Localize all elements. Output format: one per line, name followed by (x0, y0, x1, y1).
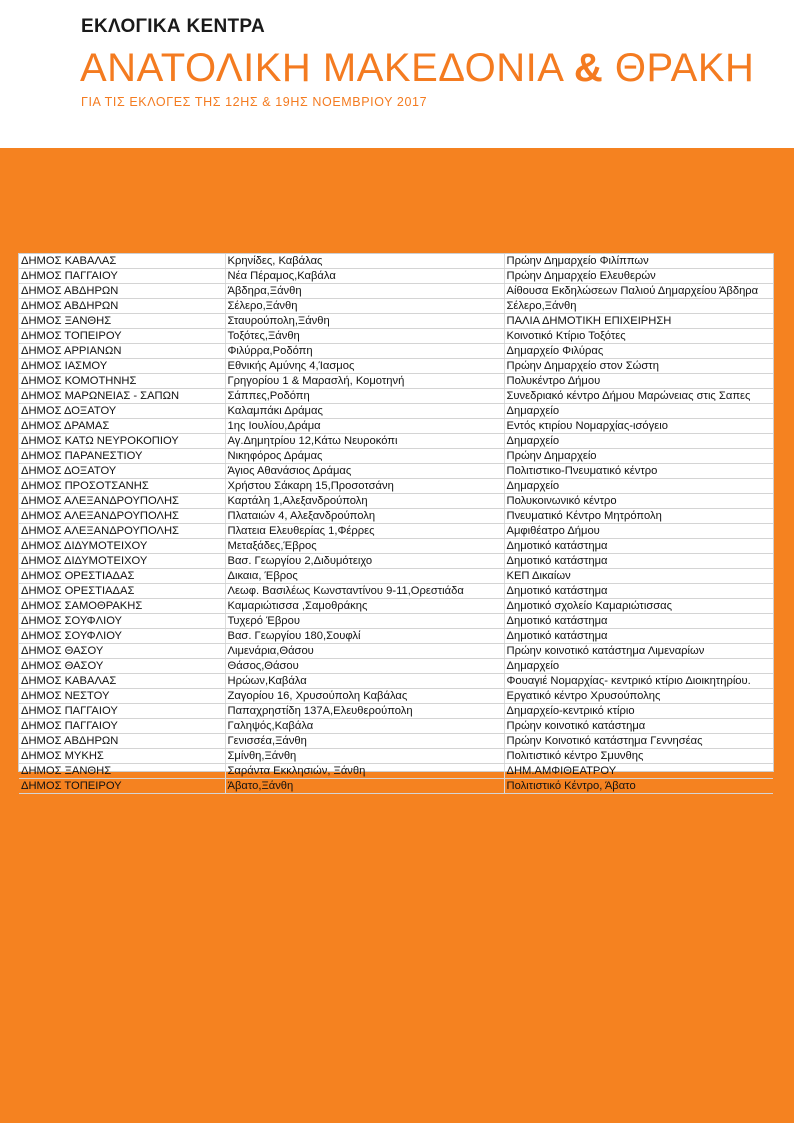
municipality-cell: ΔΗΜΟΣ ΔΙΔΥΜΟΤΕΙΧΟΥ (19, 539, 225, 554)
municipality-cell: ΔΗΜΟΣ ΚΑΒΑΛΑΣ (19, 674, 225, 689)
venue-cell: Πρώην Κοινοτικό κατάστημα Γεννησέας (504, 734, 773, 749)
municipality-cell: ΔΗΜΟΣ ΞΑΝΘΗΣ (19, 314, 225, 329)
venue-cell: Πολιτιστικό κέντρο Σμυνθης (504, 749, 773, 764)
table-row (19, 359, 773, 374)
venue-cell: Πολυκέντρο Δήμου (504, 374, 773, 389)
table-row (19, 419, 773, 434)
venue-cell: Πρώην Δημαρχείο (504, 449, 773, 464)
table-row (19, 449, 773, 464)
venue-cell: Πρώην Δημαρχείο Φιλίππων (504, 254, 773, 269)
address-cell: Νικηφόρος Δράμας (225, 449, 504, 464)
table-row (19, 644, 773, 659)
municipality-cell: ΔΗΜΟΣ ΔΟΞΑΤΟΥ (19, 464, 225, 479)
table-row (19, 674, 773, 689)
municipality-cell: ΔΗΜΟΣ ΜΑΡΩΝΕΙΑΣ - ΣΑΠΩΝ (19, 389, 225, 404)
election-centers-table (18, 253, 774, 793)
municipality-cell: ΔΗΜΟΣ ΣΟΥΦΛΙΟΥ (19, 629, 225, 644)
table-row (19, 329, 773, 344)
venue-cell: Αμφιθέατρο Δήμου (504, 524, 773, 539)
venue-cell: Δημαρχείο-κεντρικό κτίριο (504, 704, 773, 719)
table-row (19, 599, 773, 614)
venue-cell: ΠΑΛΙΑ ΔΗΜΟΤΙΚΗ ΕΠΙΧΕΙΡΗΣΗ (504, 314, 773, 329)
address-cell: Νέα Πέραμος,Καβάλα (225, 269, 504, 284)
venue-cell: Πολυκοινωνικό κέντρο (504, 494, 773, 509)
address-cell: Ηρώων,Καβάλα (225, 674, 504, 689)
venue-cell: Δημοτικό σχολείο Καμαριώτισσας (504, 599, 773, 614)
address-cell: Σάππες,Ροδόπη (225, 389, 504, 404)
municipality-cell: ΔΗΜΟΣ ΝΕΣΤΟΥ (19, 689, 225, 704)
address-cell: Βασ. Γεωργίου 180,Σουφλί (225, 629, 504, 644)
venue-cell: Κοινοτικό Κτίριο Τοξότες (504, 329, 773, 344)
table-row (19, 779, 773, 794)
table-row (19, 734, 773, 749)
address-cell: Παπαχρηστίδη 137Α,Ελευθερούπολη (225, 704, 504, 719)
table-row (19, 494, 773, 509)
venue-cell: Αίθουσα Εκδηλώσεων Παλιού Δημαρχείου Άβδηρα (504, 284, 773, 299)
venue-cell: Πρώην Δημαρχείο Ελευθερών (504, 269, 773, 284)
venue-cell: Δημοτικό κατάστημα (504, 629, 773, 644)
table-row (19, 614, 773, 629)
table-row (19, 539, 773, 554)
address-cell: 1ης Ιουλίου,Δράμα (225, 419, 504, 434)
address-cell: Καλαμπάκι Δράμας (225, 404, 504, 419)
table-row (19, 719, 773, 734)
centers-table (19, 254, 773, 794)
table-row (19, 344, 773, 359)
venue-cell: Συνεδριακό κέντρο Δήμου Μαρώνειας στις Σαπες (504, 389, 773, 404)
address-cell: Γρηγορίου 1 & Μαρασλή, Κομοτηνή (225, 374, 504, 389)
address-cell: Πλαταιών 4, Αλεξανδρούπολη (225, 509, 504, 524)
municipality-cell: ΔΗΜΟΣ ΠΑΓΓΑΙΟΥ (19, 269, 225, 284)
table-row (19, 764, 773, 779)
header (0, 0, 794, 148)
address-cell: Λιμενάρια,Θάσου (225, 644, 504, 659)
page-subtitle: ΓΙΑ ΤΙΣ ΕΚΛΟΓΕΣ ΤΗΣ 12ΗΣ & 19ΗΣ ΝΟΕΜΒΡΙΟΥ 2017 (81, 95, 428, 109)
address-cell: Βασ. Γεωργίου 2,Διδυμότειχο (225, 554, 504, 569)
address-cell: Καρτάλη 1,Αλεξανδρούπολη (225, 494, 504, 509)
address-cell: Τοξότες,Ξάνθη (225, 329, 504, 344)
page-title (80, 44, 754, 92)
address-cell: Άβατο,Ξάνθη (225, 779, 504, 794)
venue-cell: Δημαρχείο (504, 479, 773, 494)
title-part-2: ΘΡΑΚΗ (603, 46, 755, 90)
municipality-cell: ΔΗΜΟΣ ΑΒΔΗΡΩΝ (19, 299, 225, 314)
venue-cell: Σέλερο,Ξάνθη (504, 299, 773, 314)
table-row (19, 584, 773, 599)
venue-cell: Δημαρχείο (504, 404, 773, 419)
venue-cell: Πρώην κοινοτικό κατάστημα (504, 719, 773, 734)
municipality-cell: ΔΗΜΟΣ ΑΒΔΗΡΩΝ (19, 284, 225, 299)
municipality-cell: ΔΗΜΟΣ ΣΑΜΟΘΡΑΚΗΣ (19, 599, 225, 614)
municipality-cell: ΔΗΜΟΣ ΘΑΣΟΥ (19, 644, 225, 659)
venue-cell: ΚΕΠ Δικαίων (504, 569, 773, 584)
municipality-cell: ΔΗΜΟΣ ΑΛΕΞΑΝΔΡΟΥΠΟΛΗΣ (19, 509, 225, 524)
table-row (19, 629, 773, 644)
table-row (19, 554, 773, 569)
address-cell: Σέλερο,Ξάνθη (225, 299, 504, 314)
address-cell: Μεταξάδες,Έβρος (225, 539, 504, 554)
venue-cell: Δημοτικό κατάστημα (504, 539, 773, 554)
municipality-cell: ΔΗΜΟΣ ΟΡΕΣΤΙΑΔΑΣ (19, 569, 225, 584)
address-cell: Δικαια, Έβρος (225, 569, 504, 584)
municipality-cell: ΔΗΜΟΣ ΑΒΔΗΡΩΝ (19, 734, 225, 749)
municipality-cell: ΔΗΜΟΣ ΤΟΠΕΙΡΟΥ (19, 779, 225, 794)
table-row (19, 254, 773, 269)
venue-cell: Πνευματικό Κέντρο Μητρόπολη (504, 509, 773, 524)
municipality-cell: ΔΗΜΟΣ ΑΡΡΙΑΝΩΝ (19, 344, 225, 359)
address-cell: Άγιος Αθανάσιος Δράμας (225, 464, 504, 479)
municipality-cell: ΔΗΜΟΣ ΚΑΒΑΛΑΣ (19, 254, 225, 269)
address-cell: Ζαγορίου 16, Χρυσούπολη Καβάλας (225, 689, 504, 704)
table-row (19, 404, 773, 419)
venue-cell: Δημαρχείο (504, 659, 773, 674)
kicker-heading: ΕΚΛΟΓΙΚΑ ΚΕΝΤΡΑ (81, 16, 265, 37)
table-row (19, 569, 773, 584)
municipality-cell: ΔΗΜΟΣ ΙΑΣΜΟΥ (19, 359, 225, 374)
municipality-cell: ΔΗΜΟΣ ΣΟΥΦΛΙΟΥ (19, 614, 225, 629)
municipality-cell: ΔΗΜΟΣ ΔΟΞΑΤΟΥ (19, 404, 225, 419)
table-row (19, 434, 773, 449)
venue-cell: Πολιτιστικό Κέντρο, Άβατο (504, 779, 773, 794)
address-cell: Γαληψός,Καβάλα (225, 719, 504, 734)
address-cell: Φιλύρρα,Ροδόπη (225, 344, 504, 359)
municipality-cell: ΔΗΜΟΣ ΔΡΑΜΑΣ (19, 419, 225, 434)
table-row (19, 509, 773, 524)
address-cell: Τυχερό Έβρου (225, 614, 504, 629)
venue-cell: Πρώην κοινοτικό κατάστημα Λιμεναρίων (504, 644, 773, 659)
table-row (19, 389, 773, 404)
municipality-cell: ΔΗΜΟΣ ΠΡΟΣΟΤΣΑΝΗΣ (19, 479, 225, 494)
venue-cell: Δημοτικό κατάστημα (504, 584, 773, 599)
municipality-cell: ΔΗΜΟΣ ΑΛΕΞΑΝΔΡΟΥΠΟΛΗΣ (19, 524, 225, 539)
table-row (19, 284, 773, 299)
municipality-cell: ΔΗΜΟΣ ΤΟΠΕΙΡΟΥ (19, 329, 225, 344)
table-body (19, 254, 773, 794)
venue-cell: Δημοτικό κατάστημα (504, 614, 773, 629)
table-row (19, 479, 773, 494)
table-row (19, 299, 773, 314)
venue-cell: Φουαγιέ Νομαρχίας- κεντρικό κτίριο Διοικητηρίου. (504, 674, 773, 689)
table-row (19, 524, 773, 539)
table-row (19, 464, 773, 479)
venue-cell: Δημαρχείο Φιλύρας (504, 344, 773, 359)
table-row (19, 704, 773, 719)
venue-cell: ΔΗΜ.ΑΜΦΙΘΕΑΤΡΟΥ (504, 764, 773, 779)
municipality-cell: ΔΗΜΟΣ ΞΑΝΘΗΣ (19, 764, 225, 779)
municipality-cell: ΔΗΜΟΣ ΠΑΡΑΝΕΣΤΙΟΥ (19, 449, 225, 464)
table-row (19, 269, 773, 284)
venue-cell: Δημαρχείο (504, 434, 773, 449)
table-row (19, 374, 773, 389)
title-ampersand: & (573, 46, 604, 90)
address-cell: Χρήστου Σάκαρη 15,Προσοτσάνη (225, 479, 504, 494)
address-cell: Κρηνίδες, Καβάλας (225, 254, 504, 269)
address-cell: Σταυρούπολη,Ξάνθη (225, 314, 504, 329)
table-row (19, 689, 773, 704)
address-cell: Εθνικής Αμύνης 4,Ίασμος (225, 359, 504, 374)
municipality-cell: ΔΗΜΟΣ ΠΑΓΓΑΙΟΥ (19, 719, 225, 734)
municipality-cell: ΔΗΜΟΣ ΠΑΓΓΑΙΟΥ (19, 704, 225, 719)
table-row (19, 314, 773, 329)
table-row (19, 659, 773, 674)
venue-cell: Εργατικό κέντρο Χρυσούπολης (504, 689, 773, 704)
address-cell: Πλατεια Ελευθερίας 1,Φέρρες (225, 524, 504, 539)
table-row (19, 749, 773, 764)
address-cell: Γενισσέα,Ξάνθη (225, 734, 504, 749)
address-cell: Καμαριώτισσα ,Σαμοθράκης (225, 599, 504, 614)
venue-cell: Εντός κτιρίου Νομαρχίας-ισόγειο (504, 419, 773, 434)
municipality-cell: ΔΗΜΟΣ ΑΛΕΞΑΝΔΡΟΥΠΟΛΗΣ (19, 494, 225, 509)
address-cell: Αγ.Δημητρίου 12,Κάτω Νευροκόπι (225, 434, 504, 449)
municipality-cell: ΔΗΜΟΣ ΔΙΔΥΜΟΤΕΙΧΟΥ (19, 554, 225, 569)
title-part-1: ΑΝΑΤΟΛΙΚΗ ΜΑΚΕΔΟΝΙΑ (80, 46, 574, 90)
municipality-cell: ΔΗΜΟΣ ΚΑΤΩ ΝΕΥΡΟΚΟΠΙΟΥ (19, 434, 225, 449)
venue-cell: Πολιτιστικο-Πνευματικό κέντρο (504, 464, 773, 479)
address-cell: Λεωφ. Βασιλέως Κωνσταντίνου 9-11,Ορεστιάδα (225, 584, 504, 599)
address-cell: Άβδηρα,Ξάνθη (225, 284, 504, 299)
municipality-cell: ΔΗΜΟΣ ΚΟΜΟΤΗΝΗΣ (19, 374, 225, 389)
venue-cell: Πρώην Δημαρχείο στον Σώστη (504, 359, 773, 374)
address-cell: Σαράντα Εκκλησιών, Ξάνθη (225, 764, 504, 779)
municipality-cell: ΔΗΜΟΣ ΘΑΣΟΥ (19, 659, 225, 674)
venue-cell: Δημοτικό κατάστημα (504, 554, 773, 569)
address-cell: Θάσος,Θάσου (225, 659, 504, 674)
municipality-cell: ΔΗΜΟΣ ΜΥΚΗΣ (19, 749, 225, 764)
address-cell: Σμίνθη,Ξάνθη (225, 749, 504, 764)
municipality-cell: ΔΗΜΟΣ ΟΡΕΣΤΙΑΔΑΣ (19, 584, 225, 599)
